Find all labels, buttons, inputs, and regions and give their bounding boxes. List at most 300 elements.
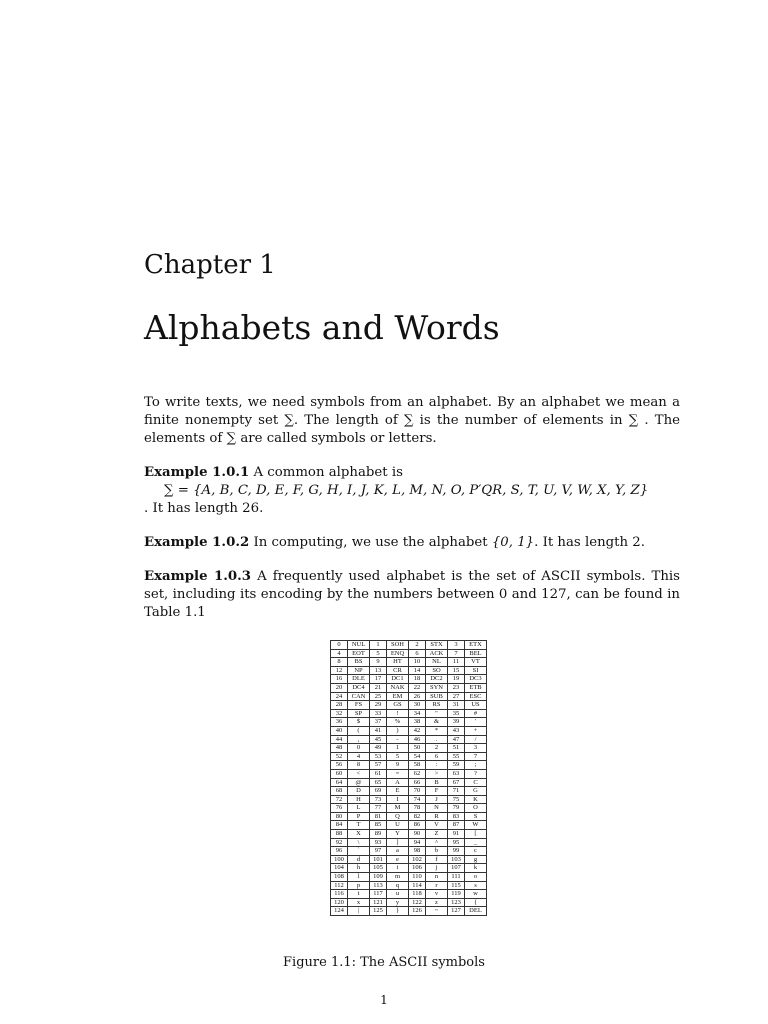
ascii-symbol-cell: RS [426, 701, 448, 710]
ascii-code-cell: 35 [448, 709, 465, 718]
ascii-code-cell: 86 [409, 821, 426, 830]
table-row [331, 692, 487, 701]
ascii-symbol-cell: 7 [465, 752, 487, 761]
ascii-symbol-cell: x [348, 898, 370, 907]
ascii-symbol-cell: ESC [465, 692, 487, 701]
ascii-code-cell: 25 [370, 692, 387, 701]
table-row [331, 787, 487, 796]
ascii-code-cell: 94 [409, 838, 426, 847]
sigma-symbol: ∑ [628, 413, 639, 428]
ascii-symbol-cell: ` [348, 847, 370, 856]
ascii-symbol-cell: [ [465, 830, 487, 839]
ascii-code-cell: 108 [331, 873, 348, 882]
table-row [331, 726, 487, 735]
ascii-code-cell: 6 [409, 649, 426, 658]
ascii-symbol-cell: k [465, 864, 487, 873]
ascii-code-cell: 75 [448, 795, 465, 804]
ascii-symbol-cell: l [348, 873, 370, 882]
ascii-symbol-cell: + [465, 726, 487, 735]
ascii-code-cell: 79 [448, 804, 465, 813]
ascii-code-cell: 62 [409, 769, 426, 778]
ascii-code-cell: 64 [331, 778, 348, 787]
ascii-code-cell: 0 [331, 641, 348, 650]
ascii-symbol-cell: * [426, 726, 448, 735]
ascii-symbol-cell: NUL [348, 641, 370, 650]
ascii-symbol-cell: ~ [426, 907, 448, 916]
example-formula: ∑ = {A, B, C, D, E, F, G, H, I, J, K, L, M, N, O, P′QR, S, T, U, V, W, X, Y, Z} [164, 483, 649, 498]
ascii-code-cell: 13 [370, 666, 387, 675]
ascii-symbol-cell: CAN [348, 692, 370, 701]
ascii-table [330, 640, 487, 916]
ascii-code-cell: 52 [331, 752, 348, 761]
ascii-code-cell: 12 [331, 666, 348, 675]
ascii-code-cell: 11 [448, 658, 465, 667]
ascii-code-cell: 3 [448, 641, 465, 650]
ascii-code-cell: 16 [331, 675, 348, 684]
ascii-code-cell: 53 [370, 752, 387, 761]
table-row [331, 641, 487, 650]
table-row [331, 735, 487, 744]
ascii-table-figure [330, 640, 487, 916]
ascii-symbol-cell: ACK [426, 649, 448, 658]
table-row [331, 907, 487, 916]
ascii-symbol-cell: ! [387, 709, 409, 718]
example-1 [144, 464, 680, 518]
intro-text: . The length of [293, 413, 404, 428]
ascii-code-cell: 81 [370, 812, 387, 821]
ascii-code-cell: 43 [448, 726, 465, 735]
ascii-symbol-cell: @ [348, 778, 370, 787]
ascii-code-cell: 126 [409, 907, 426, 916]
ascii-symbol-cell: VT [465, 658, 487, 667]
ascii-symbol-cell: SI [465, 666, 487, 675]
ascii-code-cell: 58 [409, 761, 426, 770]
ascii-symbol-cell: DEL [465, 907, 487, 916]
ascii-code-cell: 17 [370, 675, 387, 684]
ascii-code-cell: 119 [448, 890, 465, 899]
ascii-symbol-cell: 3 [465, 744, 487, 753]
ascii-code-cell: 83 [448, 812, 465, 821]
ascii-code-cell: 66 [409, 778, 426, 787]
ascii-code-cell: 42 [409, 726, 426, 735]
ascii-symbol-cell: DC1 [387, 675, 409, 684]
ascii-symbol-cell: DLE [348, 675, 370, 684]
ascii-symbol-cell: > [426, 769, 448, 778]
table-row [331, 890, 487, 899]
ascii-symbol-cell: _ [465, 838, 487, 847]
ascii-code-cell: 77 [370, 804, 387, 813]
ascii-code-cell: 34 [409, 709, 426, 718]
table-row [331, 683, 487, 692]
figure-caption: Figure 1.1: The ASCII symbols [283, 955, 485, 970]
ascii-symbol-cell: a [387, 847, 409, 856]
ascii-symbol-cell: ENQ [387, 649, 409, 658]
ascii-code-cell: 71 [448, 787, 465, 796]
ascii-code-cell: 61 [370, 769, 387, 778]
ascii-code-cell: 21 [370, 683, 387, 692]
ascii-code-cell: 55 [448, 752, 465, 761]
ascii-code-cell: 106 [409, 864, 426, 873]
ascii-code-cell: 89 [370, 830, 387, 839]
ascii-symbol-cell: = [387, 769, 409, 778]
ascii-symbol-cell: r [426, 881, 448, 890]
ascii-symbol-cell: N [426, 804, 448, 813]
ascii-symbol-cell: 6 [426, 752, 448, 761]
intro-text: . The elements of [144, 413, 681, 446]
table-row [331, 804, 487, 813]
ascii-code-cell: 103 [448, 855, 465, 864]
ascii-code-cell: 122 [409, 898, 426, 907]
table-row [331, 709, 487, 718]
example-text: A common alphabet is [253, 465, 403, 480]
ascii-symbol-cell: SYN [426, 683, 448, 692]
ascii-code-cell: 54 [409, 752, 426, 761]
sigma-symbol: ∑ [226, 431, 237, 446]
table-row [331, 752, 487, 761]
ascii-code-cell: 100 [331, 855, 348, 864]
ascii-code-cell: 78 [409, 804, 426, 813]
example-label: Example 1.0.2 [144, 535, 250, 550]
ascii-symbol-cell: E [387, 787, 409, 796]
ascii-symbol-cell: T [348, 821, 370, 830]
ascii-code-cell: 47 [448, 735, 465, 744]
ascii-symbol-cell: y [387, 898, 409, 907]
table-row [331, 718, 487, 727]
ascii-symbol-cell: v [426, 890, 448, 899]
ascii-symbol-cell: NP [348, 666, 370, 675]
ascii-symbol-cell: EM [387, 692, 409, 701]
ascii-symbol-cell: DC2 [426, 675, 448, 684]
ascii-code-cell: 49 [370, 744, 387, 753]
ascii-code-cell: 28 [331, 701, 348, 710]
ascii-symbol-cell: ) [387, 726, 409, 735]
chapter-title: Alphabets and Words [144, 308, 500, 347]
ascii-code-cell: 8 [331, 658, 348, 667]
example-text: A frequently used alphabet is the set of ASCII symbols. This set, including its encoding by the numbers between 0 and 127, can be found in Table 1.1 [144, 569, 680, 620]
ascii-code-cell: 97 [370, 847, 387, 856]
example-text: . It has length 2. [534, 535, 645, 550]
ascii-symbol-cell: SO [426, 666, 448, 675]
ascii-symbol-cell: 9 [387, 761, 409, 770]
ascii-code-cell: 36 [331, 718, 348, 727]
ascii-code-cell: 92 [331, 838, 348, 847]
sigma-symbol: ∑ [403, 413, 414, 428]
ascii-symbol-cell: m [387, 873, 409, 882]
ascii-symbol-cell: o [465, 873, 487, 882]
ascii-code-cell: 74 [409, 795, 426, 804]
ascii-symbol-cell: J [426, 795, 448, 804]
ascii-code-cell: 19 [448, 675, 465, 684]
ascii-symbol-cell: C [465, 778, 487, 787]
ascii-code-cell: 44 [331, 735, 348, 744]
ascii-code-cell: 37 [370, 718, 387, 727]
ascii-code-cell: 109 [370, 873, 387, 882]
ascii-code-cell: 29 [370, 701, 387, 710]
ascii-symbol-cell: # [465, 709, 487, 718]
ascii-code-cell: 104 [331, 864, 348, 873]
ascii-code-cell: 50 [409, 744, 426, 753]
ascii-code-cell: 15 [448, 666, 465, 675]
ascii-code-cell: 59 [448, 761, 465, 770]
ascii-symbol-cell: z [426, 898, 448, 907]
table-row [331, 838, 487, 847]
ascii-code-cell: 27 [448, 692, 465, 701]
ascii-code-cell: 22 [409, 683, 426, 692]
ascii-code-cell: 76 [331, 804, 348, 813]
ascii-symbol-cell: NL [426, 658, 448, 667]
ascii-code-cell: 95 [448, 838, 465, 847]
ascii-symbol-cell: S [465, 812, 487, 821]
ascii-symbol-cell: GS [387, 701, 409, 710]
ascii-symbol-cell: 2 [426, 744, 448, 753]
ascii-symbol-cell: - [387, 735, 409, 744]
ascii-symbol-cell: f [426, 855, 448, 864]
ascii-symbol-cell: ETX [465, 641, 487, 650]
ascii-code-cell: 115 [448, 881, 465, 890]
table-row [331, 855, 487, 864]
chapter-label: Chapter 1 [144, 250, 276, 280]
ascii-symbol-cell: u [387, 890, 409, 899]
example-label: Example 1.0.1 [144, 465, 250, 480]
ascii-symbol-cell: 0 [348, 744, 370, 753]
ascii-symbol-cell: X [348, 830, 370, 839]
ascii-code-cell: 110 [409, 873, 426, 882]
ascii-symbol-cell: % [387, 718, 409, 727]
ascii-symbol-cell: M [387, 804, 409, 813]
ascii-symbol-cell: ETB [465, 683, 487, 692]
ascii-symbol-cell: Y [387, 830, 409, 839]
ascii-symbol-cell: } [387, 907, 409, 916]
sigma-symbol: ∑ [284, 413, 294, 428]
ascii-code-cell: 33 [370, 709, 387, 718]
ascii-code-cell: 40 [331, 726, 348, 735]
example-label: Example 1.0.3 [144, 569, 252, 584]
ascii-symbol-cell: | [348, 907, 370, 916]
ascii-code-cell: 90 [409, 830, 426, 839]
ascii-code-cell: 46 [409, 735, 426, 744]
ascii-symbol-cell: d [348, 855, 370, 864]
ascii-symbol-cell: t [348, 890, 370, 899]
ascii-symbol-cell: Z [426, 830, 448, 839]
ascii-code-cell: 48 [331, 744, 348, 753]
ascii-code-cell: 105 [370, 864, 387, 873]
ascii-code-cell: 80 [331, 812, 348, 821]
ascii-code-cell: 88 [331, 830, 348, 839]
intro-text: are called symbols or letters. [236, 431, 437, 446]
ascii-code-cell: 68 [331, 787, 348, 796]
ascii-symbol-cell: j [426, 864, 448, 873]
ascii-code-cell: 69 [370, 787, 387, 796]
ascii-code-cell: 41 [370, 726, 387, 735]
ascii-code-cell: 4 [331, 649, 348, 658]
ascii-symbol-cell: A [387, 778, 409, 787]
page-number: 1 [380, 993, 388, 1007]
intro-text: is the number of elements in [413, 413, 629, 428]
ascii-symbol-cell: h [348, 864, 370, 873]
ascii-symbol-cell: 8 [348, 761, 370, 770]
ascii-code-cell: 111 [448, 873, 465, 882]
table-row [331, 898, 487, 907]
ascii-code-cell: 93 [370, 838, 387, 847]
table-row [331, 744, 487, 753]
ascii-code-cell: 39 [448, 718, 465, 727]
ascii-symbol-cell: & [426, 718, 448, 727]
ascii-code-cell: 107 [448, 864, 465, 873]
ascii-symbol-cell: , [348, 735, 370, 744]
ascii-symbol-cell: P [348, 812, 370, 821]
ascii-symbol-cell: " [426, 709, 448, 718]
table-row [331, 812, 487, 821]
ascii-code-cell: 99 [448, 847, 465, 856]
ascii-symbol-cell: s [465, 881, 487, 890]
ascii-symbol-cell: DC3 [465, 675, 487, 684]
ascii-code-cell: 72 [331, 795, 348, 804]
ascii-code-cell: 10 [409, 658, 426, 667]
ascii-code-cell: 121 [370, 898, 387, 907]
ascii-symbol-cell: e [387, 855, 409, 864]
ascii-code-cell: 91 [448, 830, 465, 839]
ascii-code-cell: 14 [409, 666, 426, 675]
ascii-code-cell: 123 [448, 898, 465, 907]
table-row [331, 701, 487, 710]
ascii-symbol-cell: W [465, 821, 487, 830]
ascii-symbol-cell: p [348, 881, 370, 890]
ascii-symbol-cell: < [348, 769, 370, 778]
ascii-symbol-cell: CR [387, 666, 409, 675]
ascii-symbol-cell: n [426, 873, 448, 882]
table-row [331, 761, 487, 770]
ascii-symbol-cell: / [465, 735, 487, 744]
ascii-symbol-cell: V [426, 821, 448, 830]
ascii-code-cell: 45 [370, 735, 387, 744]
ascii-code-cell: 84 [331, 821, 348, 830]
ascii-code-cell: 120 [331, 898, 348, 907]
ascii-symbol-cell: \ [348, 838, 370, 847]
example-2 [144, 534, 680, 552]
ascii-symbol-cell: SUB [426, 692, 448, 701]
ascii-symbol-cell: q [387, 881, 409, 890]
table-row [331, 666, 487, 675]
table-row [331, 864, 487, 873]
ascii-code-cell: 65 [370, 778, 387, 787]
ascii-symbol-cell: H [348, 795, 370, 804]
ascii-code-cell: 20 [331, 683, 348, 692]
ascii-symbol-cell: D [348, 787, 370, 796]
ascii-symbol-cell: US [465, 701, 487, 710]
table-row [331, 778, 487, 787]
ascii-code-cell: 51 [448, 744, 465, 753]
ascii-symbol-cell: $ [348, 718, 370, 727]
ascii-symbol-cell: w [465, 890, 487, 899]
ascii-code-cell: 26 [409, 692, 426, 701]
ascii-symbol-cell: BS [348, 658, 370, 667]
ascii-symbol-cell: HT [387, 658, 409, 667]
ascii-code-cell: 2 [409, 641, 426, 650]
example-3 [144, 568, 680, 622]
ascii-code-cell: 118 [409, 890, 426, 899]
ascii-symbol-cell: 1 [387, 744, 409, 753]
table-row [331, 658, 487, 667]
table-row [331, 795, 487, 804]
ascii-code-cell: 9 [370, 658, 387, 667]
ascii-code-cell: 82 [409, 812, 426, 821]
ascii-code-cell: 116 [331, 890, 348, 899]
ascii-symbol-cell: g [465, 855, 487, 864]
ascii-symbol-cell: . [426, 735, 448, 744]
ascii-code-cell: 73 [370, 795, 387, 804]
ascii-code-cell: 18 [409, 675, 426, 684]
ascii-symbol-cell: R [426, 812, 448, 821]
table-row [331, 847, 487, 856]
ascii-code-cell: 23 [448, 683, 465, 692]
ascii-symbol-cell: 4 [348, 752, 370, 761]
ascii-symbol-cell: NAK [387, 683, 409, 692]
ascii-code-cell: 113 [370, 881, 387, 890]
table-row [331, 675, 487, 684]
table-row [331, 830, 487, 839]
ascii-code-cell: 63 [448, 769, 465, 778]
ascii-symbol-cell: DC4 [348, 683, 370, 692]
ascii-symbol-cell: i [387, 864, 409, 873]
ascii-symbol-cell: : [426, 761, 448, 770]
ascii-symbol-cell: F [426, 787, 448, 796]
ascii-code-cell: 32 [331, 709, 348, 718]
ascii-symbol-cell: ( [348, 726, 370, 735]
ascii-code-cell: 98 [409, 847, 426, 856]
example-formula: {0, 1} [491, 535, 535, 550]
ascii-code-cell: 60 [331, 769, 348, 778]
ascii-symbol-cell: 5 [387, 752, 409, 761]
ascii-code-cell: 56 [331, 761, 348, 770]
ascii-code-cell: 38 [409, 718, 426, 727]
ascii-symbol-cell: ' [465, 718, 487, 727]
ascii-code-cell: 125 [370, 907, 387, 916]
ascii-symbol-cell: c [465, 847, 487, 856]
ascii-symbol-cell: U [387, 821, 409, 830]
ascii-code-cell: 127 [448, 907, 465, 916]
table-row [331, 769, 487, 778]
ascii-symbol-cell: FS [348, 701, 370, 710]
table-row [331, 821, 487, 830]
ascii-code-cell: 87 [448, 821, 465, 830]
ascii-code-cell: 114 [409, 881, 426, 890]
ascii-code-cell: 102 [409, 855, 426, 864]
ascii-code-cell: 30 [409, 701, 426, 710]
ascii-code-cell: 7 [448, 649, 465, 658]
ascii-code-cell: 96 [331, 847, 348, 856]
ascii-symbol-cell: SP [348, 709, 370, 718]
ascii-symbol-cell: EOT [348, 649, 370, 658]
ascii-code-cell: 1 [370, 641, 387, 650]
intro-paragraph [144, 394, 680, 448]
ascii-symbol-cell: { [465, 898, 487, 907]
ascii-code-cell: 57 [370, 761, 387, 770]
table-row [331, 649, 487, 658]
ascii-symbol-cell: G [465, 787, 487, 796]
ascii-symbol-cell: L [348, 804, 370, 813]
ascii-symbol-cell: I [387, 795, 409, 804]
ascii-code-cell: 24 [331, 692, 348, 701]
intro-text: To write texts, we need symbols from an alphabet. By an alphabet we mean a finite nonempty set [144, 395, 680, 428]
ascii-code-cell: 85 [370, 821, 387, 830]
example-text: In computing, we use the alphabet [253, 535, 492, 550]
ascii-code-cell: 112 [331, 881, 348, 890]
ascii-code-cell: 67 [448, 778, 465, 787]
ascii-symbol-cell: SOH [387, 641, 409, 650]
ascii-code-cell: 117 [370, 890, 387, 899]
ascii-symbol-cell: ? [465, 769, 487, 778]
ascii-symbol-cell: K [465, 795, 487, 804]
